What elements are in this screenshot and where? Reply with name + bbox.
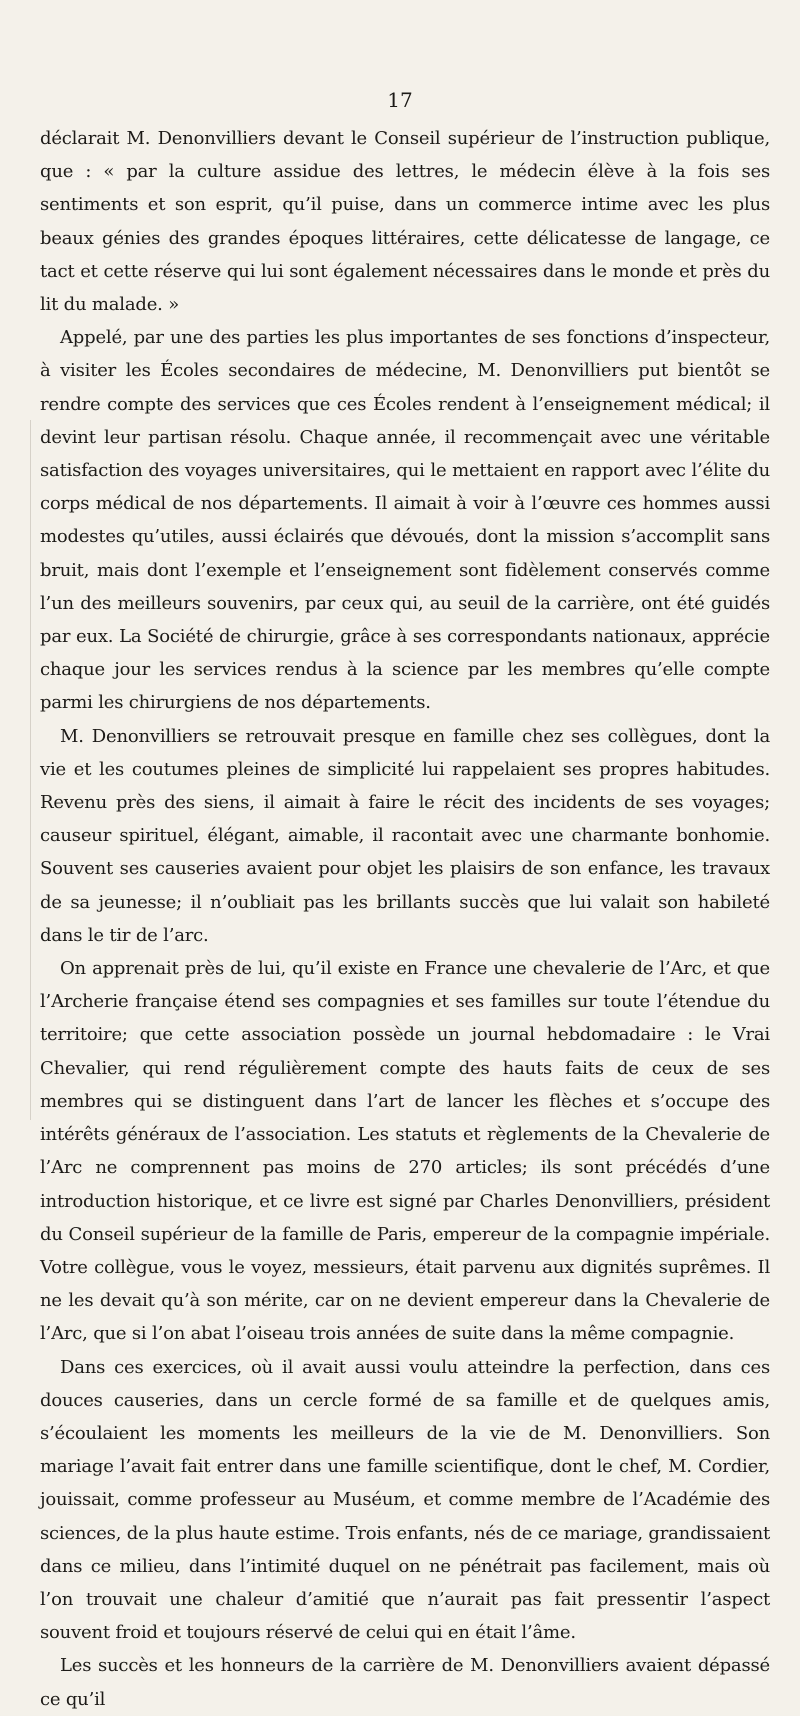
paragraph-continued: déclarait M. Denonvilliers devant le Conseil supérieur de l’instruction publique, que : « par la culture assidue des lettres, le médecin élève à la fois ses sentiments et son esprit, qu’il puise, dans un commerce intime avec les plus beaux génies des grandes époques littéraires, cette délicatesse de langage, ce tact et cette réserve qui lui sont également nécessaires dans le monde et près du lit du malade. »	[40, 128, 770, 316]
page-number: 17	[387, 88, 413, 112]
paragraph: Dans ces exercices, où il avait aussi voulu atteindre la perfection, dans ces douces causeries, dans un cercle formé de sa famille et de quelques amis, s’écoulaient les moments les meilleurs de la vie de M. Denonvilliers. Son mariage l’avait fait entrer dans une famille scientifique, dont le chef, M. Cordier, jouissait, comme professeur au Muséum, et comme membre de l’Académie des sciences, de la plus haute estime. Trois enfants, nés de ce mariage, grandissaient dans ce milieu, dans l’intimité duquel on ne pénétrait pas facilement, mais où l’on trouvait une chaleur d’amitié que n’aurait pas fait pressentir l’aspect souvent froid et toujours réservé de celui qui en était l’âme.	[40, 1356, 770, 1644]
page-edge-shadow	[30, 420, 31, 1120]
paragraph: M. Denonvilliers se retrouvait presque en famille chez ses collègues, dont la vie et les coutumes pleines de simplicité lui rappelaient ses propres habitudes. Revenu près des siens, il aimait à faire le récit des incidents de ses voyages; causeur spirituel, élégant, aimable, il racontait avec une charmante bonhomie. Souvent ses causeries avaient pour objet les plaisirs de son enfance, les travaux de sa jeunesse; il n’oubliait pas les brillants succès que lui valait son habileté dans le tir de l’arc.	[40, 725, 770, 946]
paragraph: Appelé, par une des parties les plus importantes de ses fonctions d’inspecteur, à visiter les Écoles secondaires de médecine, M. Denonvilliers put bientôt se rendre compte des services que ces Écoles rendent à l’enseignement médical; il devint leur partisan résolu. Chaque année, il recommençait avec une véritable satisfaction des voyages universitaires, qui le mettaient en rapport avec l’élite du corps médical de nos départements. Il aimait à voir à l’œuvre ces hommes aussi modestes qu’utiles, aussi éclairés que dévoués, dont la mission s’accomplit sans bruit, mais dont l’exemple et l’enseignement sont fidèlement conservés comme l’un des meilleurs souvenirs, par ceux qui, au seuil de la carrière, ont été guidés par eux. La Société de chirurgie, grâce à ses correspondants nationaux, apprécie chaque jour les services rendus à la science par les membres qu’elle compte parmi les chirurgiens de nos départements.	[40, 327, 770, 714]
paragraph: On apprenait près de lui, qu’il existe en France une chevalerie de l’Arc, et que l’Archerie française étend ses compagnies et ses familles sur toute l’étendue du territoire; que cette association possède un journal hebdomadaire : le Vrai Chevalier, qui rend régulièrement compte des hauts faits de ceux de ses membres qui se distinguent dans l’art de lancer les flèches et s’occupe des intérêts généraux de l’association. Les statuts et règlements de la Chevalerie de l’Arc ne comprennent pas moins de 270 articles; ils sont précédés d’une introduction historique, et ce livre est signé par Charles Denonvilliers, président du Conseil supérieur de la famille de Paris, empereur de la compagnie impériale. Votre collègue, vous le voyez, messieurs, était parvenu aux dignités suprêmes. Il ne les devait qu’à son mérite, car on ne devient empereur dans la Chevalerie de l’Arc, que si l’on abat l’oiseau trois années de suite dans la même compagnie.	[40, 958, 770, 1345]
paragraph-continues: Les succès et les honneurs de la carrière de M. Denonvilliers avaient dépassé ce qu’il	[40, 1655, 770, 1710]
page-text	[40, 122, 770, 1716]
